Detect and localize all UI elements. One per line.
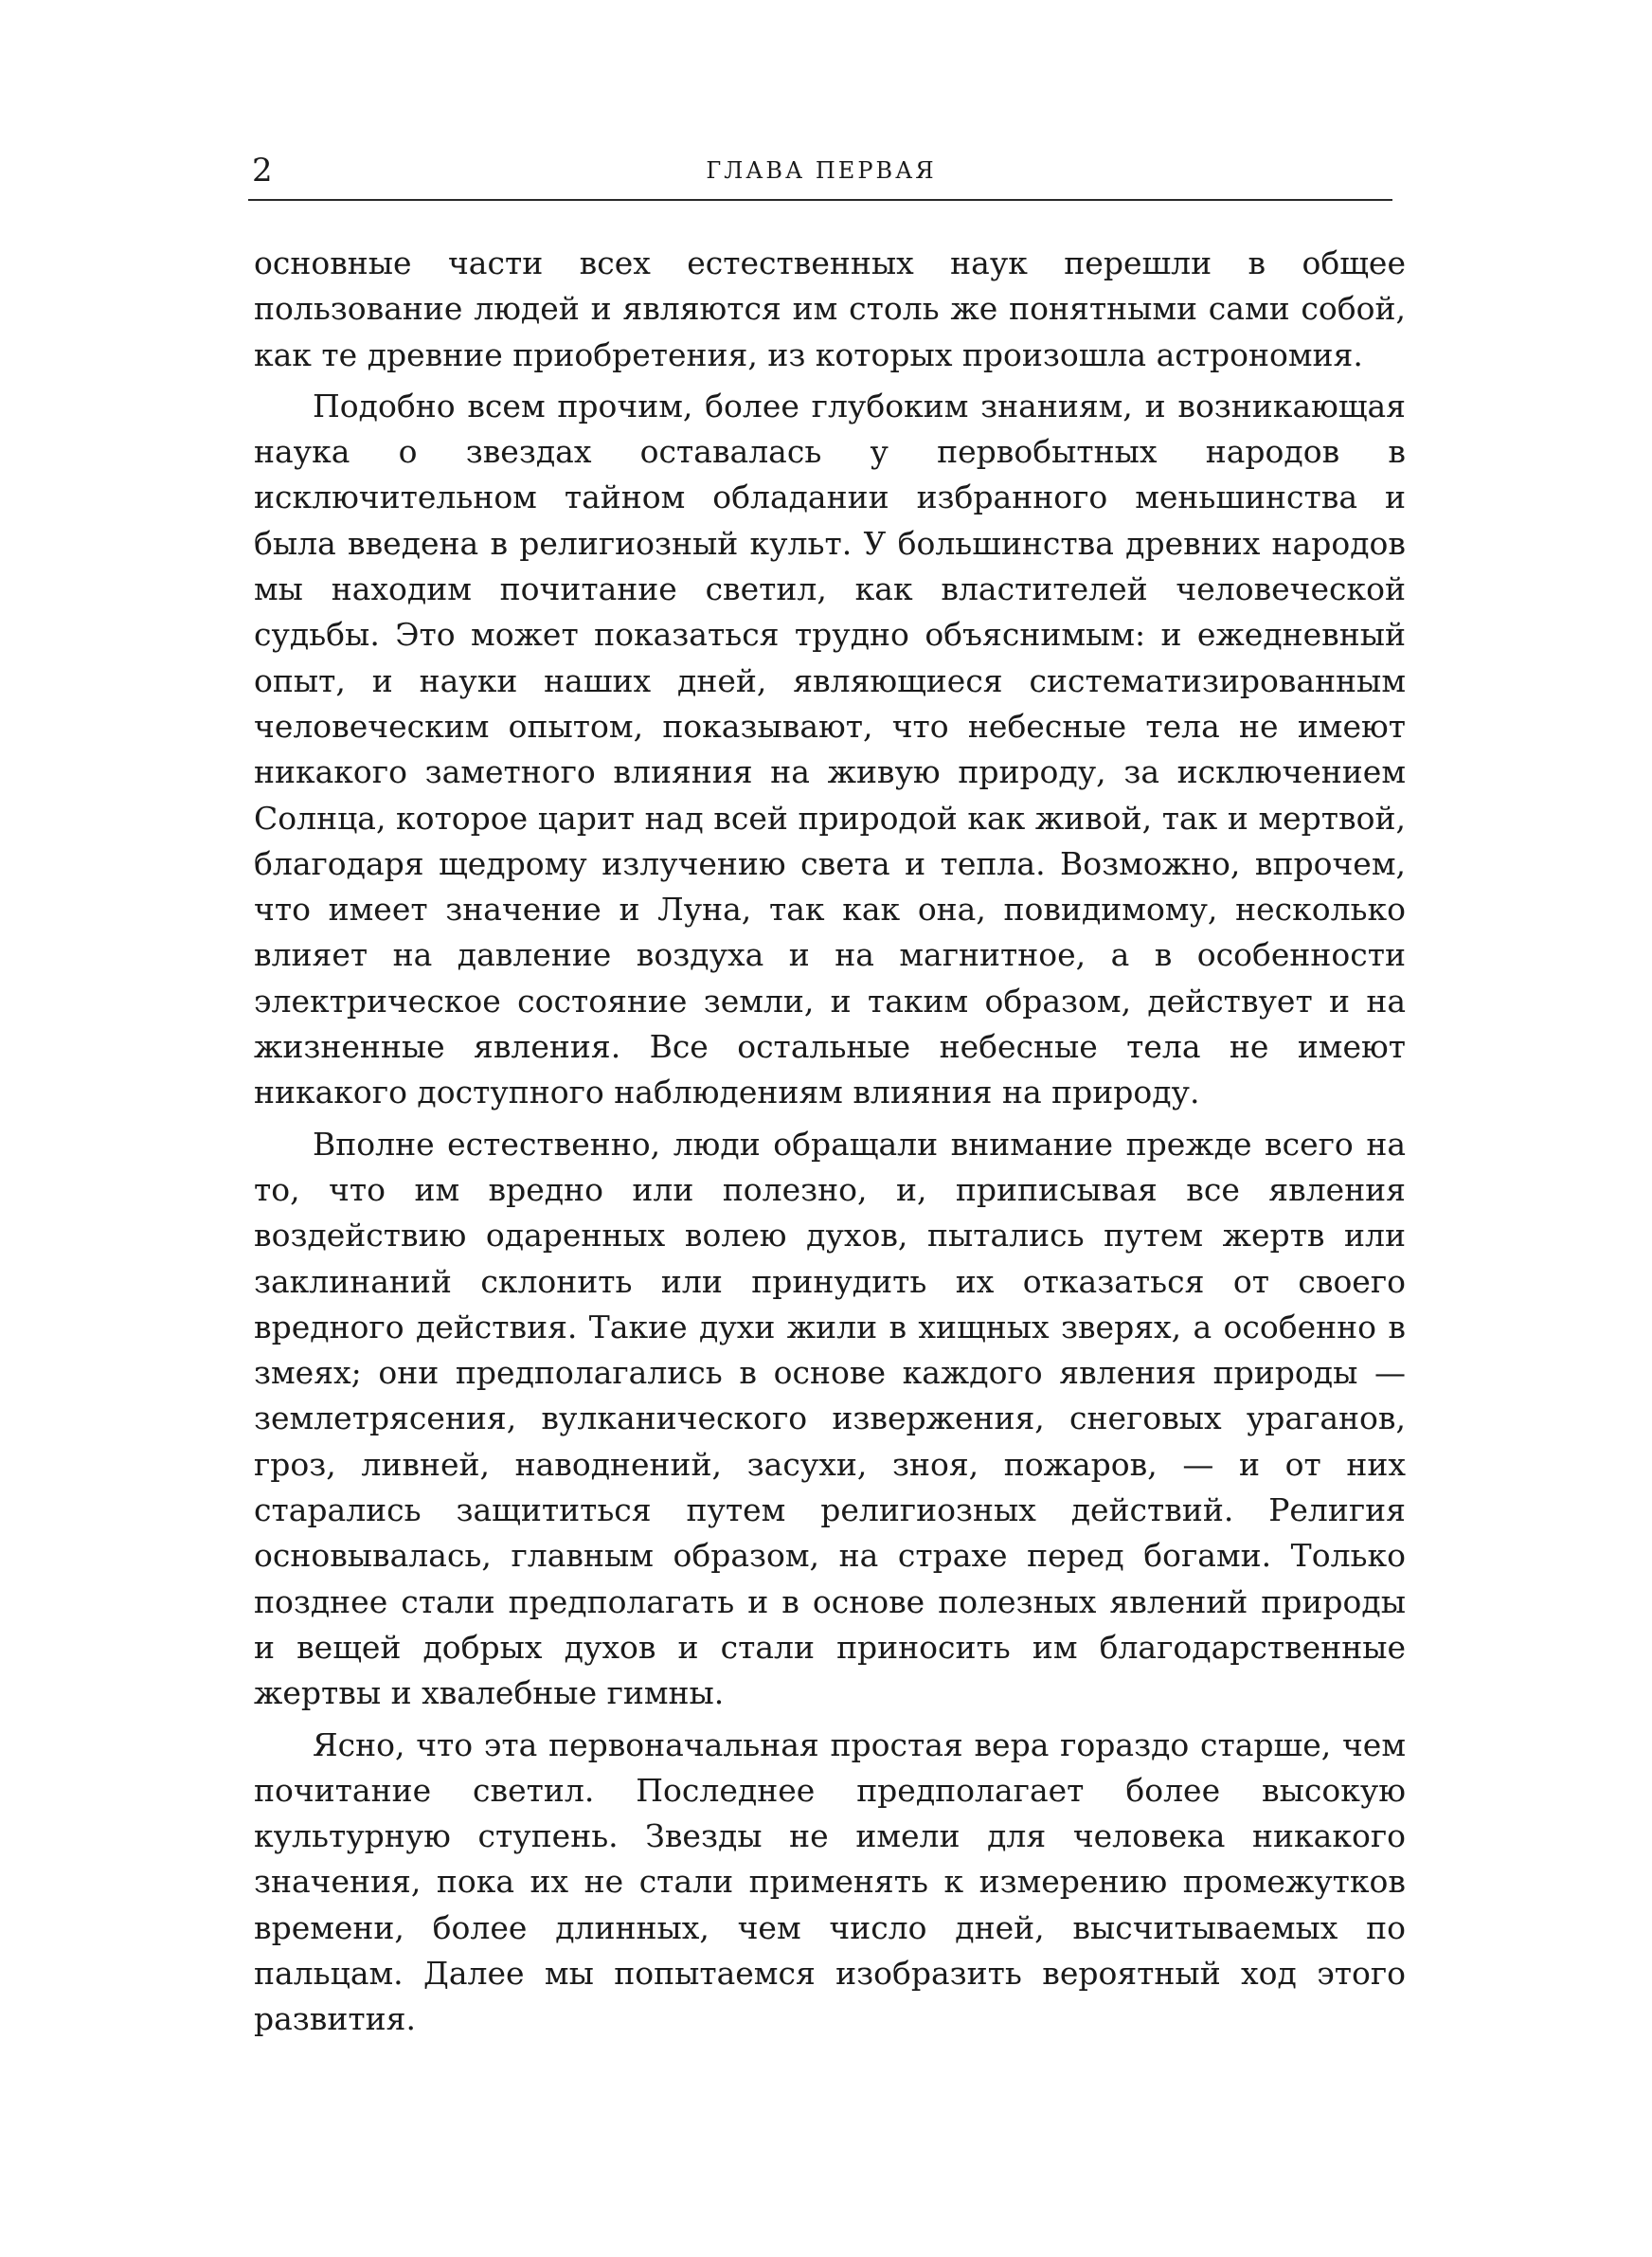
- running-head: [248, 152, 1394, 197]
- page-number: 2: [252, 152, 274, 190]
- paragraph-continuation: основные части всех естественных наук перешли в общее пользование людей и являются им столь же понятными сами собой, как те древние приобретения, из которых произошла астрономия.: [254, 244, 1406, 373]
- body-text: [254, 241, 1406, 2049]
- paragraph-star-cult: Подобно всем прочим, более глубоким знаниям, и возникающая наука о звездах оставалась у первобытных народов в исключительном тайном обладании избранного меньшинства и была введена в религиозный культ. У большинства древних народов мы находим почитание светил, как властителей человеческой судьбы. Это может показаться трудно объяснимым: и ежедневный опыт, и науки наших дней, являющиеся систематизированным человеческим опытом, показывают, что небесные тела не имеют никакого заметного влияния на живую природу, за исключением Солнца, которое царит над всей природой как живой, так и мертвой, благодаря щедрому излучению света и тепла. Возможно, впрочем, что имеет значение и Луна, так как она, повидимому, несколько влияет на давление воздуха и на магнитное, а в особенности электрическое состояние земли, и таким образом, действует и на жизненные явления. Все остальные небесные тела не имеют никакого доступного наблюдениям влияния на природу.: [254, 387, 1406, 1111]
- header-rule: [248, 199, 1392, 201]
- paragraph-faith-origin: Ясно, что эта первоначальная простая вера гораздо старше, чем почитание светил. Последнее предполагает более высокую культурную ступень. Звезды не имели для человека никакого значения, пока их не стали применять к измерению промежутков времени, более длинных, чем число дней, высчитываемых по пальцам. Далее мы попытаемся изобразить вероятный ход этого развития.: [254, 1725, 1406, 2038]
- chapter-title: ГЛАВА ПЕРВАЯ: [706, 157, 937, 184]
- paragraph-spirits: Вполне естественно, люди обращали внимание прежде всего на то, что им вредно или полезно, и, приписывая все явления воздействию одаренных волею духов, пытались путем жертв или заклинаний склонить или принудить их отказаться от своего вредного действия. Такие духи жили в хищных зверях, а особенно в змеях; они предполагались в основе каждого явления природы — землетрясения, вулканического извержения, снеговых ураганов, гроз, ливней, наводнений, засухи, зноя, пожаров, — и от них старались защититься путем религиозных действий. Религия основывалась, главным образом, на страхе перед богами. Только позднее стали предполагать и в основе полезных явлений природы и вещей добрых духов и стали приносить им благодарственные жертвы и хвалебные гимны.: [254, 1125, 1406, 1712]
